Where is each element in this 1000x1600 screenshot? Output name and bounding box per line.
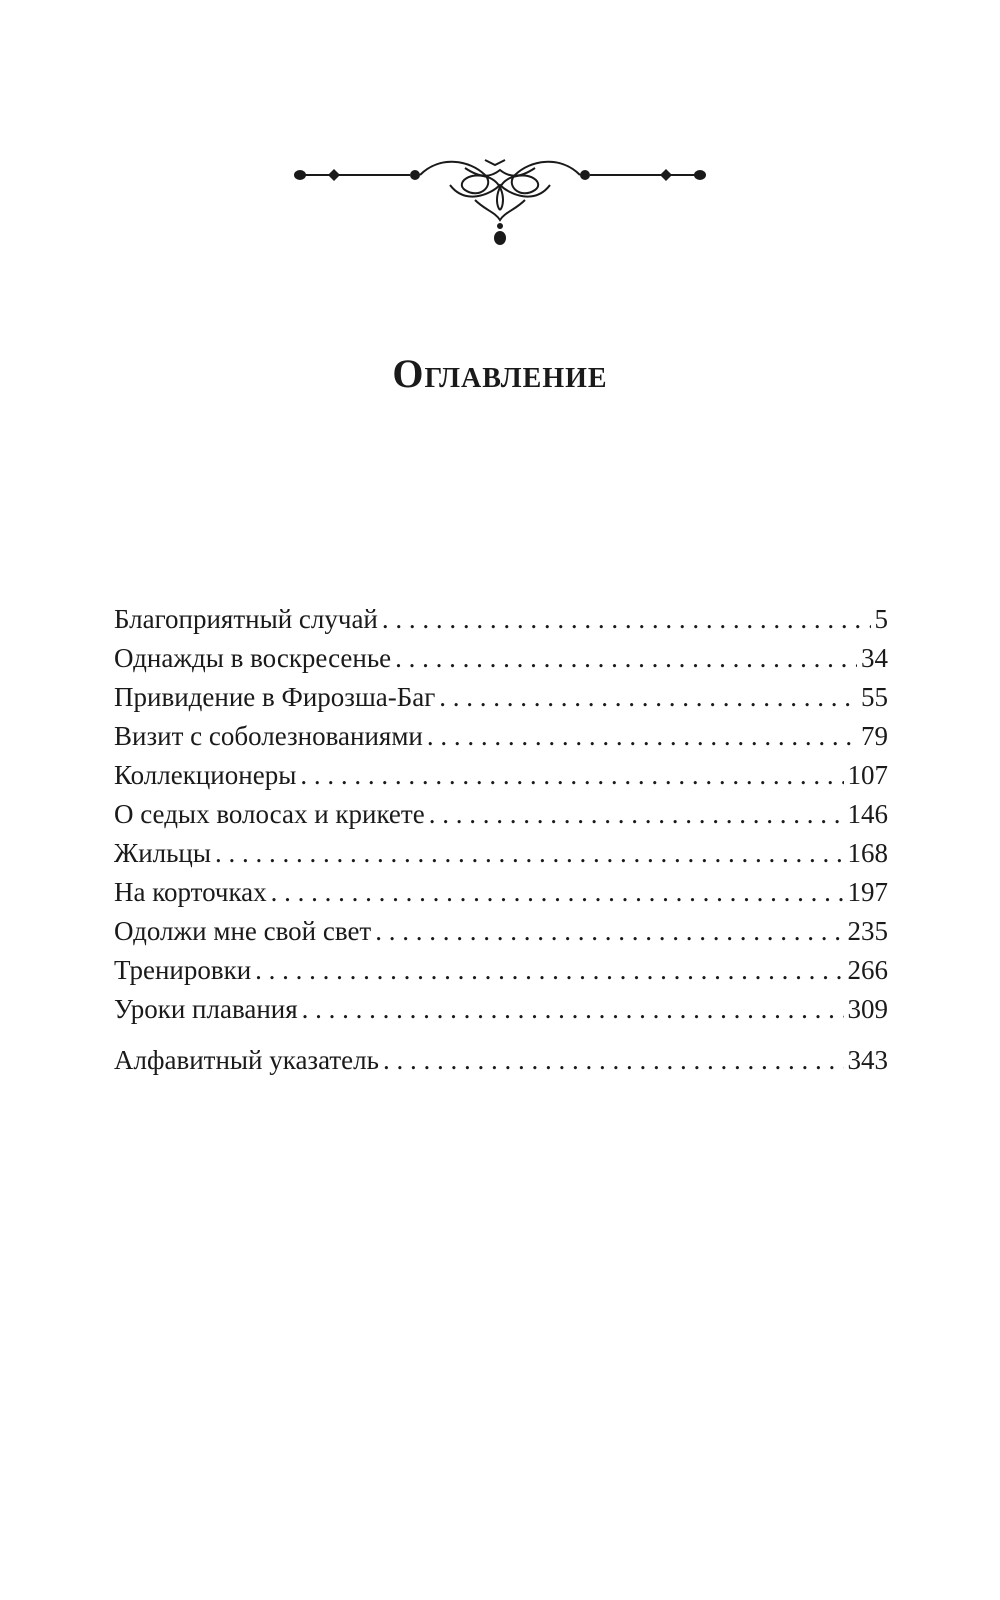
toc-entry-title: На корточках (114, 877, 267, 907)
flourish-divider-icon (290, 150, 710, 260)
toc-entry-title: Тренировки (114, 955, 252, 985)
toc-entry-title: Жильцы (114, 838, 212, 868)
dot-leader (271, 873, 844, 912)
toc-entry-page: 5 (874, 604, 888, 634)
toc-entry-title: Визит с соболезнованиями (114, 721, 423, 751)
toc-entry[interactable] (114, 912, 888, 951)
dot-leader (300, 756, 843, 795)
toc-entry[interactable] (114, 951, 888, 990)
dot-leader (427, 717, 857, 756)
toc-entry-page: 168 (847, 838, 888, 868)
dot-leader (429, 795, 844, 834)
toc-entry-title: Благоприятный случай (114, 604, 378, 634)
toc-entry-page: 235 (847, 916, 888, 946)
page-title: Оглавление (392, 351, 608, 396)
dot-leader (439, 678, 857, 717)
dot-leader (375, 912, 843, 951)
dot-leader (302, 990, 844, 1029)
toc-entry-page: 34 (861, 643, 888, 673)
toc-entry[interactable] (114, 795, 888, 834)
toc-entry-title: Коллекционеры (114, 760, 297, 790)
toc-entry[interactable] (114, 873, 888, 912)
toc-entry-page: 343 (847, 1045, 888, 1075)
dot-leader (215, 834, 843, 873)
toc-entry[interactable] (114, 639, 888, 678)
dot-leader (395, 639, 857, 678)
dot-leader (382, 600, 871, 639)
toc-entry[interactable] (114, 600, 888, 639)
toc-entry-title: Привидение в Фирозша-Баг (114, 682, 436, 712)
toc-entry-page: 197 (847, 877, 888, 907)
toc-entry[interactable] (114, 678, 888, 717)
toc-entry-title: О седых волосах и крикете (114, 799, 425, 829)
toc-entry-index[interactable] (114, 1041, 888, 1080)
toc-entry-title: Алфавитный указатель (114, 1045, 379, 1075)
toc-entry[interactable] (114, 717, 888, 756)
toc-entry-page: 309 (847, 994, 888, 1024)
toc-entry-title: Однажды в воскресенье (114, 643, 392, 673)
toc-entry-title: Одолжи мне свой свет (114, 916, 372, 946)
dot-leader (255, 951, 843, 990)
toc-entry[interactable] (114, 756, 888, 795)
toc-entry[interactable] (114, 834, 888, 873)
toc-entry-title: Уроки плавания (114, 994, 298, 1024)
dot-leader (383, 1041, 844, 1080)
table-of-contents (114, 600, 888, 1080)
toc-entry-page: 79 (861, 721, 888, 751)
toc-entry-page: 266 (847, 955, 888, 985)
toc-entry-page: 55 (861, 682, 888, 712)
toc-entry[interactable] (114, 990, 888, 1029)
toc-entry-page: 146 (847, 799, 888, 829)
toc-entry-page: 107 (847, 760, 888, 790)
